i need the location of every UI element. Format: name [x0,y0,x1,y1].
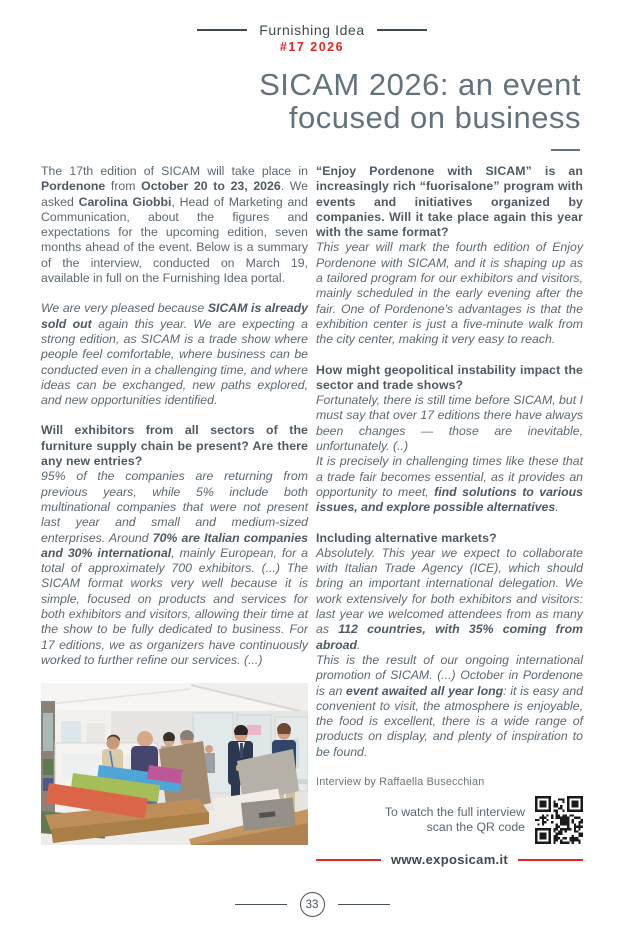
question-geopolitical: How might geopolitical instability impact the sector and trade shows? [316,362,583,392]
question-enjoy-pordenone: “Enjoy Pordenone with SICAM” is an increasingly rich “fuorisalone” program with events and initiatives organized by companies. Will it take place again this year with the same format? [316,164,583,240]
page-number-badge [300,892,325,917]
answer-paragraph: We are very pleased because SICAM is already sold out again this year. We are expecting a strong edition, as SICAM is a trade show where people feel comfortable, where business can be conducted even in a challenging time, and where ideas can be exchanged, new paths explored, and new opportunities identified. [41,301,308,408]
interview-credit: Interview by Raffaella Busecchian [316,775,485,788]
article-title-line2: focused on business [288,100,581,135]
page-number: 33 [305,898,319,911]
article-title-line1: SICAM 2026: an event [259,67,581,102]
qr-row [316,796,583,844]
website-row [316,852,583,867]
intro-paragraph: The 17th edition of SICAM will take place in Pordenone from October 20 to 23, 2026. We asked Carolina Giobbi, Head of Marketing and Communication, about the figures and expectations for the upcoming edition, seven months ahead of the event. Below is a summary of the interview, conducted on March 19, available in full on the Furnishing Idea portal. [41,164,308,286]
masthead [0,0,624,38]
right-column [316,164,583,868]
question-markets: Including alternative markets? [316,530,497,545]
article-title [0,68,624,134]
footer-left-rule [235,904,287,906]
qr-code [535,796,583,844]
article-body [0,164,624,868]
answer-paragraph: It is precisely in challenging times like these that a trade fair becomes essential, as it provides an opportunity to meet, find solutions to various issues, and explore possible alternatives. [316,454,583,515]
article-photo [41,683,308,845]
answer-paragraph: Fortunately, there is still time before SICAM, but I must say that over 17 editions there have always been changes — those are inevitable, unfortunately. (..) [316,393,583,454]
issue-number: #17 2026 [279,40,345,54]
answer-paragraph: This is the result of our ongoing international promotion of SICAM. (...) October in Pordenone is an event awaited all year long: it is easy and convenient to visit, the atmosphere is enjoyable, the food is excellent, there is a wide range of products on display, and plenty of inspiration to be found. [316,652,583,759]
answer-paragraph: Absolutely. This year we expect to collaborate with Italian Trade Agency (ICE), which should bring an important international delegation. We work extensively for both exhibitors and visitors: last year we welcomed attendees from as many as 112 countries, with 35% coming from abroad. [316,545,584,652]
website-right-rule [518,859,583,861]
qr-caption-line1: To watch the full interview [384,805,525,820]
answer-paragraph: 95% of the companies are returning from previous years, while 5% include both multinational companies that were not present last year and small and medium-sized enterprises. Around 70% are Italian companies and 30% international, mainly European, for a total of approximately 700 exhibitors. (...) The SICAM format works very well because it is simple, focused on products and services for both exhibitors and visitors, allowing their time at the show to be fully dedicated to business. For 17 editions, we as organizers have continuously worked to further refine our services. (...) [41,469,308,667]
qr-caption [385,805,525,835]
answer-paragraph: This year will mark the fourth edition of Enjoy Pordenone with SICAM, and it is shaping up as a tailored program for our exhibitors and visitors, mainly scheduled in the early evening after the fair. One of Pordenone's advantages is that the exhibition center is just a five-minute walk from the city center, making it very easy to reach. [316,240,583,347]
page-footer [0,892,624,917]
footer-right-rule [338,904,390,906]
qr-caption-line2: scan the QR code [426,820,525,835]
magazine-name: Furnishing Idea [259,22,365,38]
masthead-left-rule [197,29,247,31]
website-left-rule [316,859,381,861]
question-exhibitors: Will exhibitors from all sectors of the furniture supply chain be present? Are there any new entries? [41,423,308,469]
website-link[interactable]: www.exposicam.it [390,852,509,868]
title-dash [551,149,580,151]
masthead-right-rule [377,29,427,31]
left-column [41,164,308,868]
